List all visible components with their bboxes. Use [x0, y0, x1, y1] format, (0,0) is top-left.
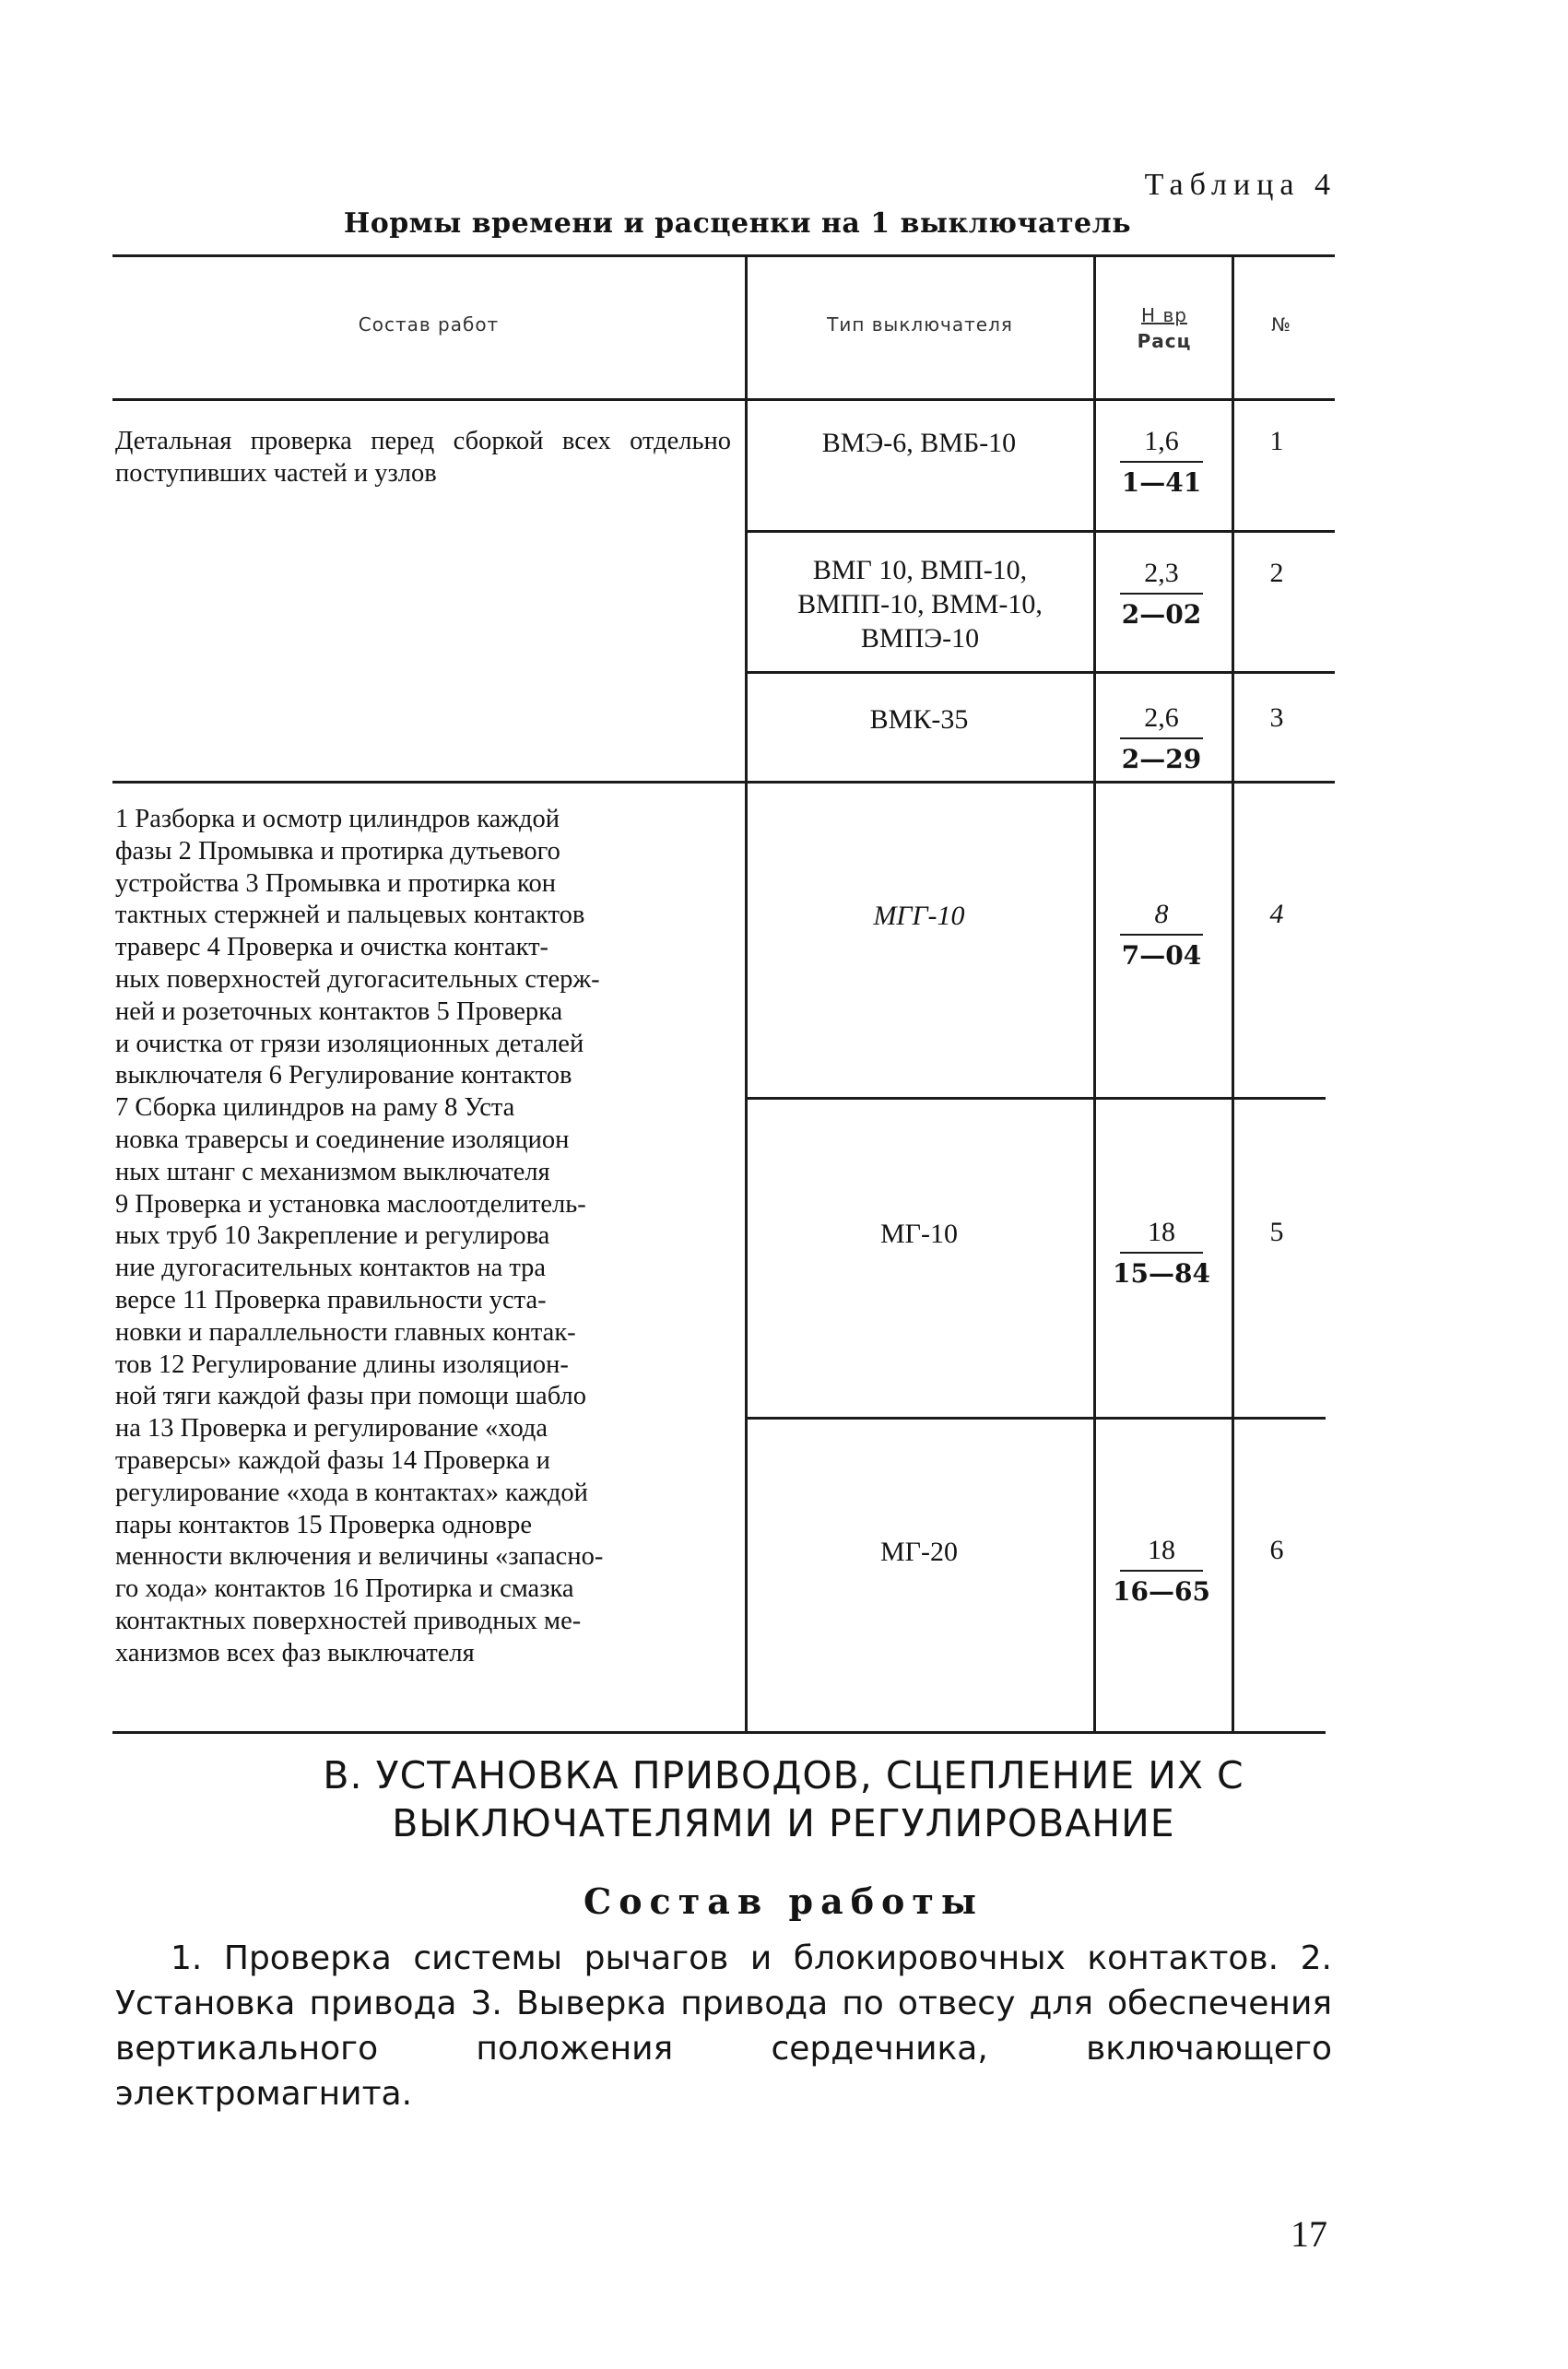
work-description-line: 7 Сборка цилиндров на раму 8 Уста — [115, 1093, 515, 1123]
table-top-rule — [112, 254, 1335, 257]
page-number: 17 — [1291, 2213, 1327, 2255]
column-rule — [1093, 254, 1096, 1733]
work-description-line: фазы 2 Промывка и протирка дутьевого — [115, 836, 560, 866]
column-rule — [745, 254, 748, 1733]
norm-rate — [1102, 702, 1221, 774]
work-description-line: ние дугогасительных контактов на тра — [115, 1254, 547, 1283]
work-description-line: устройства 3 Промывка и протирка кон — [115, 868, 556, 898]
rate: 7—04 — [1121, 940, 1202, 971]
work-description-line: регулирование «хода в контактах» каждой — [115, 1478, 588, 1507]
work-description-line: менности включения и величины «запасно- — [115, 1542, 604, 1572]
breaker-type: МГ-20 — [879, 1537, 958, 1567]
table-caption: Нормы времени и расценки на 1 выключатель — [343, 207, 1132, 240]
work-description-line: на 13 Проверка и регулирование «хода — [115, 1414, 548, 1444]
section-heading-line: ВЫКЛЮЧАТЕЛЯМИ И РЕГУЛИРОВАНИЕ — [392, 1801, 1175, 1845]
rate: 1—41 — [1121, 467, 1202, 498]
work-description-line: ней и розеточных контактов 5 Проверка — [115, 996, 563, 1026]
body-paragraph — [115, 1936, 1332, 2116]
work-description-line: новки и параллельности главных контак- — [115, 1317, 576, 1347]
rate: 16—65 — [1113, 1576, 1210, 1607]
work-description-line: контактных поверхностей приводных ме- — [115, 1606, 582, 1635]
header-norm — [1099, 304, 1230, 352]
norm-rate — [1102, 899, 1221, 971]
row-number: 4 — [1269, 899, 1284, 929]
time-norm: 2,6 — [1144, 702, 1179, 733]
row-number: 6 — [1269, 1535, 1284, 1565]
work-description-line: выключателя 6 Регулирование контактов — [115, 1061, 572, 1090]
breaker-type: ВМК-35 — [869, 704, 969, 735]
row-number: 2 — [1269, 558, 1284, 588]
section-heading — [138, 1751, 1429, 1847]
breaker-type: ВМЭ-6, ВМБ-10 — [821, 428, 1017, 458]
work-description-line: траверсы» каждой фазы 14 Проверка и — [115, 1445, 550, 1475]
work-description-line: го хода» контактов 16 Протирка и смазка — [115, 1574, 574, 1604]
norm-rate — [1102, 558, 1221, 630]
fraction-bar — [1120, 934, 1203, 936]
rate: 2—29 — [1121, 744, 1202, 774]
row-number: 5 — [1269, 1217, 1284, 1247]
header-work: Состав работ — [358, 313, 500, 336]
row-rule — [745, 671, 1335, 674]
work-description-line: новка траверсы и соединение изоляцион — [115, 1125, 570, 1154]
norm-rate — [1102, 1217, 1221, 1289]
row-rule — [112, 781, 1335, 784]
fraction-bar — [1120, 1252, 1203, 1254]
rate: 15—84 — [1113, 1258, 1210, 1289]
header-num: № — [1271, 313, 1291, 336]
fraction-bar — [1120, 1570, 1203, 1572]
work-description-line: ных поверхностей дугогасительных стерж- — [115, 964, 600, 994]
row-number: 1 — [1269, 426, 1284, 456]
work-description-line: тов 12 Регулирование длины изоляцион- — [115, 1350, 569, 1379]
row-rule — [745, 1417, 1326, 1420]
time-norm: 18 — [1148, 1217, 1175, 1247]
work-description-line: ной тяги каждой фазы при помощи шабло — [115, 1382, 586, 1411]
work-description-line: версе 11 Проверка правильности уста- — [115, 1285, 547, 1314]
sub-heading: Состав работы — [583, 1880, 984, 1922]
body-text: 1. Проверка системы рычагов и блокировочных контактов. 2. Установка привода 3. Выверка привода по отвесу для обеспечения вертикального положения сердечника, включающего электромагнита. — [115, 1939, 1332, 2113]
table-label: Таблица 4 — [1144, 168, 1337, 202]
work-description-line: ных труб 10 Закрепление и регулирова — [115, 1221, 550, 1251]
work-description-2 — [115, 804, 731, 1670]
work-description-line: тактных стержней и пальцевых контактов — [115, 901, 585, 930]
header-norm-top: Н вр — [1141, 304, 1187, 326]
work-description-line: траверс 4 Проверка и очистка контакт- — [115, 933, 549, 962]
time-norm: 1,6 — [1144, 426, 1179, 456]
breaker-type: ВМГ 10, ВМП-10, ВМПП-10, ВММ-10, ВМПЭ-10 — [797, 555, 1043, 654]
header-type: Тип выключателя — [827, 313, 1013, 336]
work-description-1: Детальная проверка перед сборкой всех отдельно поступивших частей и узлов — [115, 427, 731, 488]
breaker-type: МГГ-10 — [873, 901, 965, 931]
time-norm: 2,3 — [1144, 558, 1179, 588]
work-description-line: ных штанг с механизмом выключателя — [115, 1157, 550, 1186]
rate: 2—02 — [1121, 599, 1202, 630]
fraction-bar — [1120, 593, 1203, 595]
section-heading-line: В. УСТАНОВКА ПРИВОДОВ, СЦЕПЛЕНИЕ ИХ С — [323, 1753, 1244, 1797]
time-norm: 8 — [1154, 899, 1169, 929]
norm-rate — [1102, 1535, 1221, 1607]
norm-rate — [1102, 426, 1221, 498]
fraction-bar — [1120, 737, 1203, 739]
column-rule — [1232, 254, 1234, 1733]
work-description-line: 1 Разборка и осмотр цилиндров каждой — [115, 805, 560, 833]
work-description-line: пары контактов 15 Проверка одновре — [115, 1510, 533, 1539]
row-number: 3 — [1269, 702, 1284, 733]
header-rule — [112, 398, 1335, 401]
header-norm-bottom: Расц — [1137, 330, 1192, 352]
work-description-line: 9 Проверка и установка маслоотделитель- — [115, 1189, 586, 1219]
row-rule — [745, 530, 1335, 533]
fraction-bar — [1120, 461, 1203, 463]
row-rule — [745, 1097, 1326, 1100]
time-norm: 18 — [1148, 1535, 1175, 1565]
work-description-line: ханизмов всех фаз выключателя — [115, 1638, 475, 1668]
breaker-type: МГ-10 — [879, 1219, 958, 1249]
work-description-line: и очистка от грязи изоляционных деталей — [115, 1029, 584, 1058]
table-bottom-rule — [112, 1731, 1326, 1734]
